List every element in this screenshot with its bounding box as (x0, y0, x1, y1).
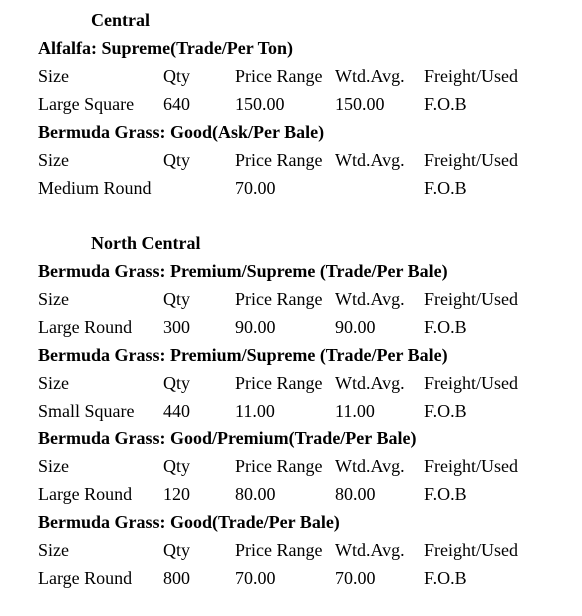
data-row (0, 567, 582, 589)
column-header-row (0, 149, 582, 171)
freight-value: F.O.B (424, 178, 467, 198)
column-freight-label: Freight/Used (424, 66, 518, 86)
qty-value: 120 (163, 484, 190, 504)
region-heading-north-central: North Central (91, 233, 201, 253)
column-freight-label: Freight/Used (424, 373, 518, 393)
product-heading: Bermuda Grass: Good/Premium(Trade/Per Bale) (38, 428, 417, 448)
data-row (0, 400, 582, 422)
column-header-row (0, 455, 582, 477)
freight-value: F.O.B (424, 401, 467, 421)
wtd-avg-value: 11.00 (335, 401, 375, 421)
column-size-label: Size (38, 66, 69, 86)
size-value: Large Round (38, 568, 133, 588)
data-row (0, 177, 582, 199)
product-heading: Bermuda Grass: Premium/Supreme (Trade/Per Bale) (38, 261, 448, 281)
product-heading: Alfalfa: Supreme(Trade/Per Ton) (38, 38, 293, 58)
data-row (0, 316, 582, 338)
product-heading: Bermuda Grass: Good(Trade/Per Bale) (38, 512, 340, 532)
data-row (0, 93, 582, 115)
column-price-range-label: Price Range (235, 540, 323, 560)
price-range-value: 150.00 (235, 94, 285, 114)
freight-value: F.O.B (424, 568, 467, 588)
column-header-row (0, 288, 582, 310)
column-header-row (0, 372, 582, 394)
column-freight-label: Freight/Used (424, 289, 518, 309)
size-value: Large Square (38, 94, 135, 114)
column-price-range-label: Price Range (235, 150, 323, 170)
column-qty-label: Qty (163, 540, 190, 560)
price-range-value: 80.00 (235, 484, 276, 504)
region-heading-central: Central (91, 10, 150, 30)
qty-value: 300 (163, 317, 190, 337)
size-value: Medium Round (38, 178, 152, 198)
column-qty-label: Qty (163, 289, 190, 309)
freight-value: F.O.B (424, 317, 467, 337)
column-header-row (0, 65, 582, 87)
qty-value: 640 (163, 94, 190, 114)
size-value: Small Square (38, 401, 135, 421)
column-qty-label: Qty (163, 456, 190, 476)
column-qty-label: Qty (163, 66, 190, 86)
data-row (0, 483, 582, 505)
column-size-label: Size (38, 456, 69, 476)
column-price-range-label: Price Range (235, 289, 323, 309)
price-range-value: 70.00 (235, 568, 276, 588)
column-size-label: Size (38, 150, 69, 170)
column-wtd-avg-label: Wtd.Avg. (335, 540, 405, 560)
freight-value: F.O.B (424, 94, 467, 114)
price-range-value: 11.00 (235, 401, 275, 421)
column-wtd-avg-label: Wtd.Avg. (335, 66, 405, 86)
column-size-label: Size (38, 540, 69, 560)
column-header-row (0, 539, 582, 561)
size-value: Large Round (38, 484, 133, 504)
wtd-avg-value: 150.00 (335, 94, 385, 114)
qty-value: 800 (163, 568, 190, 588)
price-range-value: 90.00 (235, 317, 276, 337)
qty-value: 440 (163, 401, 190, 421)
product-heading: Bermuda Grass: Premium/Supreme (Trade/Per Bale) (38, 345, 448, 365)
freight-value: F.O.B (424, 484, 467, 504)
column-freight-label: Freight/Used (424, 540, 518, 560)
column-price-range-label: Price Range (235, 456, 323, 476)
column-wtd-avg-label: Wtd.Avg. (335, 289, 405, 309)
column-price-range-label: Price Range (235, 66, 323, 86)
size-value: Large Round (38, 317, 133, 337)
wtd-avg-value: 90.00 (335, 317, 376, 337)
wtd-avg-value: 80.00 (335, 484, 376, 504)
product-heading: Bermuda Grass: Good(Ask/Per Bale) (38, 122, 325, 142)
column-wtd-avg-label: Wtd.Avg. (335, 150, 405, 170)
column-size-label: Size (38, 373, 69, 393)
column-qty-label: Qty (163, 373, 190, 393)
column-wtd-avg-label: Wtd.Avg. (335, 373, 405, 393)
price-range-value: 70.00 (235, 178, 276, 198)
column-freight-label: Freight/Used (424, 456, 518, 476)
column-freight-label: Freight/Used (424, 150, 518, 170)
column-qty-label: Qty (163, 150, 190, 170)
column-wtd-avg-label: Wtd.Avg. (335, 456, 405, 476)
column-size-label: Size (38, 289, 69, 309)
wtd-avg-value: 70.00 (335, 568, 376, 588)
column-price-range-label: Price Range (235, 373, 323, 393)
